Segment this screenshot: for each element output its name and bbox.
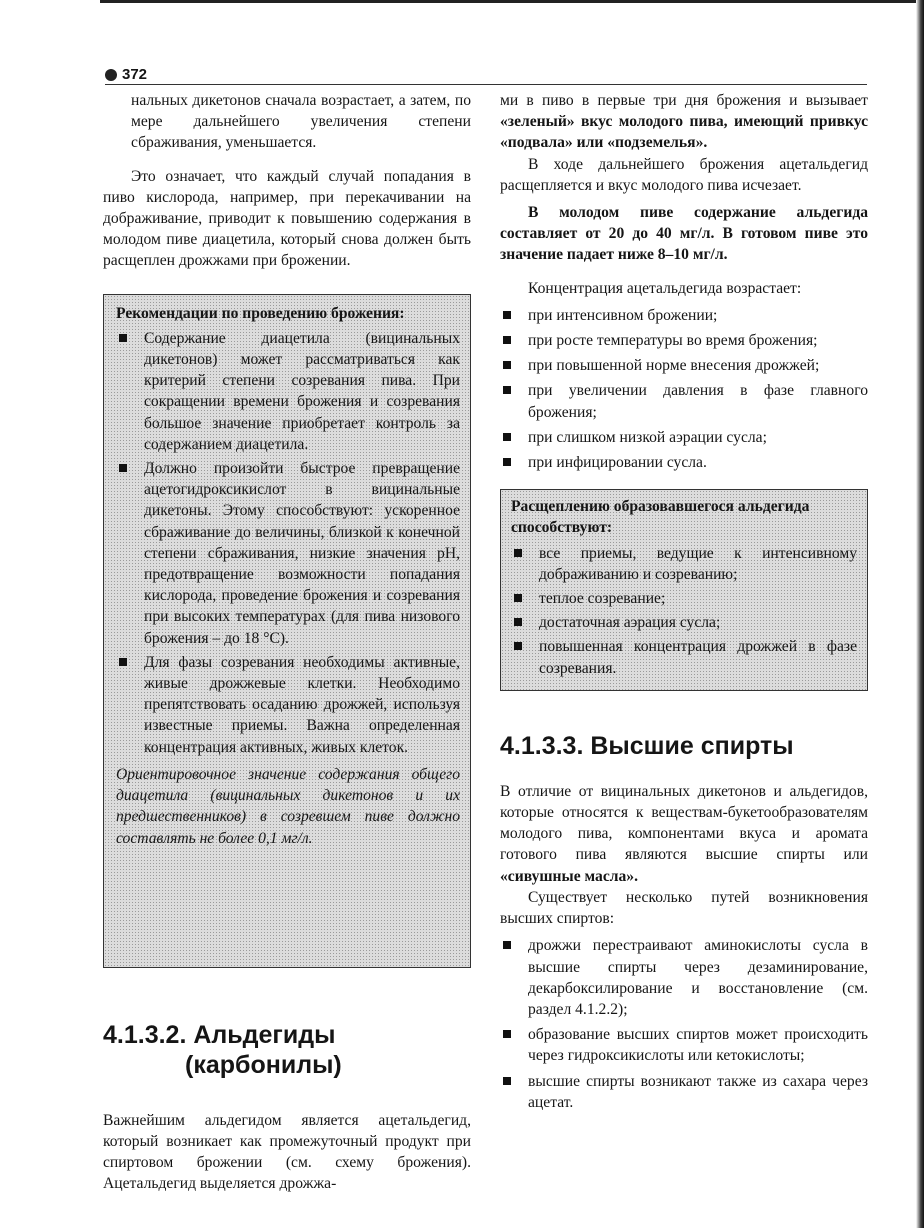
scan-edge-right xyxy=(916,0,924,1228)
right-paragraph-4: Концентрация ацетальдегида возрастает: xyxy=(528,279,802,297)
list-item: все приемы, ведущие к интенсивному дображиванию и созреванию; xyxy=(511,543,857,585)
right-paragraph-6: Существует несколько путей возникновения высших спиртов: xyxy=(500,888,868,928)
recommendations-box xyxy=(103,294,471,968)
list-item: Для фазы созревания необходимы активные, живые дрожжевые клетки. Необходимо препятствовать осаданию дрожжей, используя известные приемы. Важна определенная концентрация активных, живых клеток. xyxy=(116,652,460,758)
list-item: при слишком низкой аэрации сусла; xyxy=(500,427,868,448)
section-heading-aldehydes xyxy=(103,1020,471,1080)
left-paragraph-2: Это означает, что каждый случай попадания в пиво кислорода, например, при перекачивании на дображивание, приводит к повышению содержания в молодом пиве диацетила, который снова должен быть расщеплен дрожжами при брожении. xyxy=(103,167,471,270)
left-paragraph-3: Важнейшим альдегидом является ацетальдегид, который возникает как промежуточный продукт при спиртовом брожении (см. схему брожения). Ацетальдегид выделяется дрожжа- xyxy=(103,1111,471,1193)
right-column xyxy=(500,90,868,1117)
list-item: дрожжи перестраивают аминокислоты сусла в высшие спирты через дезаминирование, декарбоксилирование и восстановление (см. раздел 4.1.2.2); xyxy=(500,935,868,1020)
right-paragraph-2: В ходе дальнейшего брожения ацетальдегид расщепляется и вкус молодого пива исчезает. xyxy=(500,155,868,194)
degradation-box xyxy=(500,489,868,691)
page-marker-icon xyxy=(105,69,117,81)
list-item: Должно произойти быстрое превращение ацетогидроксикислот в вицинальные дикетоны. Этому способствуют: ускоренное сбраживание до величины, близкой к конечной степени сбраживания, низкие значения pH, предотвращение возможности попадания кислорода, проведение брожения и созревания при высоких температурах (для пива низового брожения – до 18 °С). xyxy=(116,458,460,649)
recommendations-note: Ориентировочное значение содержания общего диацетила (вицинальных дикетонов и их предшественников) в созревшем пиве должно составлять не более 0,1 мг/л. xyxy=(116,765,460,847)
right-paragraph-3 xyxy=(500,202,868,266)
scan-edge-top xyxy=(100,0,924,3)
list-item: образование высших спиртов может происходить через гидроксикислоты или кетокислоты; xyxy=(500,1024,868,1066)
recommendations-title: Рекомендации по проведению брожения: xyxy=(116,304,405,322)
list-item: при интенсивном брожении; xyxy=(500,305,868,326)
section-heading-alcohols: 4.1.3.3. Высшие спирты xyxy=(500,731,794,760)
list-item: при росте температуры во время брожения; xyxy=(500,330,868,351)
page-number xyxy=(105,66,147,83)
list-item: теплое созревание; xyxy=(511,588,857,609)
recommendations-list xyxy=(116,328,460,758)
para3-bold: В молодом пиве содержание альдегида составляет от 20 до 40 мг/л. В готовом пиве это значение падает ниже 8–10 мг/л. xyxy=(500,204,868,264)
list-item: повышенная концентрация дрожжей в фазе созревания. xyxy=(511,636,857,678)
list-item: Содержание диацетила (вицинальных дикетонов) может рассматриваться как критерий степени созревания пива. При сокращении времени брожения и созревания большое значение приобретает контроль за содержанием диацетила. xyxy=(116,328,460,455)
list-item: достаточная аэрация сусла; xyxy=(511,612,857,633)
header-rule xyxy=(105,84,867,85)
degradation-title: Расщеплению образовавшегося альдегида способствуют: xyxy=(511,498,810,537)
left-column xyxy=(103,90,471,1194)
para5-plain: В отличие от вицинальных дикетонов и альдегидов, которые относятся к веществам-букетообразователям молодого пива, компонентами вкуса и аромата готового пива являются высшие спирты или xyxy=(500,782,868,864)
left-intro-paragraph: нальных дикетонов сначала возрастает, а затем, по мере дальнейшего увеличения степени сбраживания, уменьшается. xyxy=(131,92,471,152)
para5-bold: «сивушные масла». xyxy=(500,867,639,885)
heading-line-2: (карбонилы) xyxy=(185,1050,342,1079)
acetaldehyde-list xyxy=(500,305,868,473)
higher-alcohols-list xyxy=(500,935,868,1113)
list-item: при увеличении давления в фазе главного брожения; xyxy=(500,380,868,422)
degradation-list xyxy=(511,543,857,679)
right-paragraph-5 xyxy=(500,781,868,887)
list-item: при повышенной норме внесения дрожжей; xyxy=(500,355,868,376)
heading-line-1: 4.1.3.2. Альдегиды xyxy=(103,1020,336,1049)
list-item: высшие спирты возникают также из сахара через ацетат. xyxy=(500,1071,868,1113)
right-paragraph-1 xyxy=(500,90,868,154)
para1-plain: ми в пиво в первые три дня брожения и вызывает xyxy=(500,92,868,109)
page-number-text: 372 xyxy=(122,66,148,83)
para1-bold: «зеленый» вкус молодого пива, имеющий привкус «подвала» или «подземелья». xyxy=(500,113,868,152)
list-item: при инфицировании сусла. xyxy=(500,452,868,473)
